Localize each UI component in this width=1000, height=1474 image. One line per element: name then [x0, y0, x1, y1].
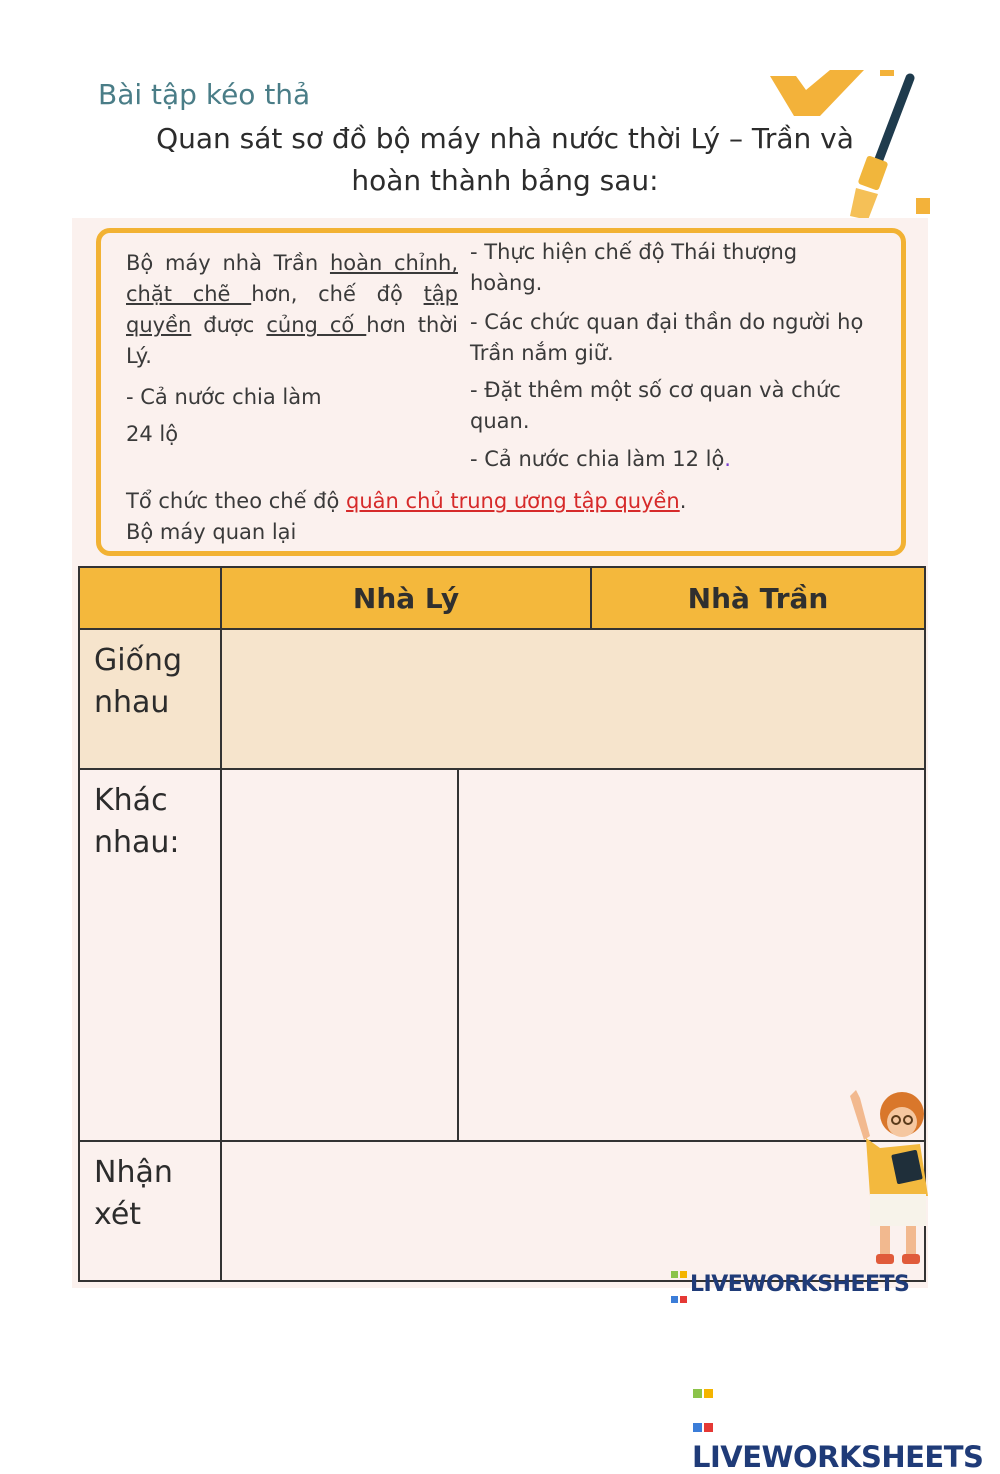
liveworksheets-watermark [670, 1260, 909, 1310]
row-label-giong-nhau: Giống nhau [79, 629, 221, 769]
drag-chip-chuc-quan-dai-than[interactable]: - Các chức quan đại thần do người họ Trần nắm giữ. [470, 310, 864, 365]
chip-text: được [191, 313, 267, 337]
liveworksheets-logo-icon [692, 1372, 714, 1440]
chip-underlined-text: hoàn chỉnh, [329, 251, 458, 275]
chip-text: hơn thời Lý. [126, 313, 458, 368]
chip-text: 24 lộ [126, 422, 179, 446]
instruction-line-2: hoàn thành bảng sau: [351, 164, 659, 197]
drag-chip-to-chuc-che-do[interactable] [126, 486, 826, 517]
drag-chip-bo-may-quan-lai[interactable]: Bộ máy quan lại [126, 520, 297, 544]
liveworksheets-footer-logo [692, 1372, 1000, 1474]
paintbrush-icon [760, 70, 940, 230]
chip-text: Tổ chức theo chế độ [126, 489, 347, 513]
chip-underlined-text: tập quyền [126, 282, 459, 337]
chip-text: . [679, 489, 687, 513]
chip-highlight-text: quân chủ trung ương tập quyền [346, 489, 680, 513]
drag-chip-bo-may-nha-tran[interactable] [126, 248, 458, 372]
chip-underlined-text: chặt chẽ [126, 282, 252, 306]
header-corner-cell [79, 567, 221, 629]
chip-text: Bộ máy nhà Trần [126, 251, 330, 275]
chip-text: - Cả nước chia làm 12 lộ [470, 447, 725, 471]
row-label-khac-nhau: Khác nhau: [79, 769, 221, 1141]
row-label-nhan-xet: Nhận xét [79, 1141, 221, 1281]
column-header-nha-ly: Nhà Lý [221, 567, 591, 629]
watermark-text: LIVEWORKSHEETS [690, 1272, 910, 1297]
drop-zone-giong-nhau[interactable] [221, 629, 925, 769]
drop-zone-khac-nhau-nha-ly[interactable] [221, 769, 458, 1141]
chip-text: - Cả nước chia làm [126, 385, 322, 409]
column-header-nha-tran: Nhà Trần [591, 567, 925, 629]
comparison-table [78, 566, 926, 1282]
liveworksheets-logo-icon [670, 1260, 688, 1310]
drag-chip-ca-nuoc-12-lo[interactable] [470, 444, 875, 475]
student-illustration [840, 1086, 932, 1276]
footer-logo-text: LIVEWORKSHEETS [692, 1440, 984, 1474]
instruction-line-1: Quan sát sơ đồ bộ máy nhà nước thời Lý – Trần và [156, 122, 854, 155]
drag-chip-dat-them-co-quan[interactable]: - Đặt thêm một số cơ quan và chức quan. [470, 378, 841, 433]
exercise-type-label: Bài tập kéo thả [98, 78, 311, 111]
chip-text: hơn, chế độ [251, 282, 424, 306]
drag-chip-thai-thuong-hoang[interactable]: - Thực hiện chế độ Thái thượng hoàng. [470, 240, 798, 295]
drag-chip-ca-nuoc-24-lo[interactable] [126, 382, 366, 450]
chip-dot: . [724, 447, 731, 471]
chip-underlined-text: củng cố [266, 313, 367, 337]
